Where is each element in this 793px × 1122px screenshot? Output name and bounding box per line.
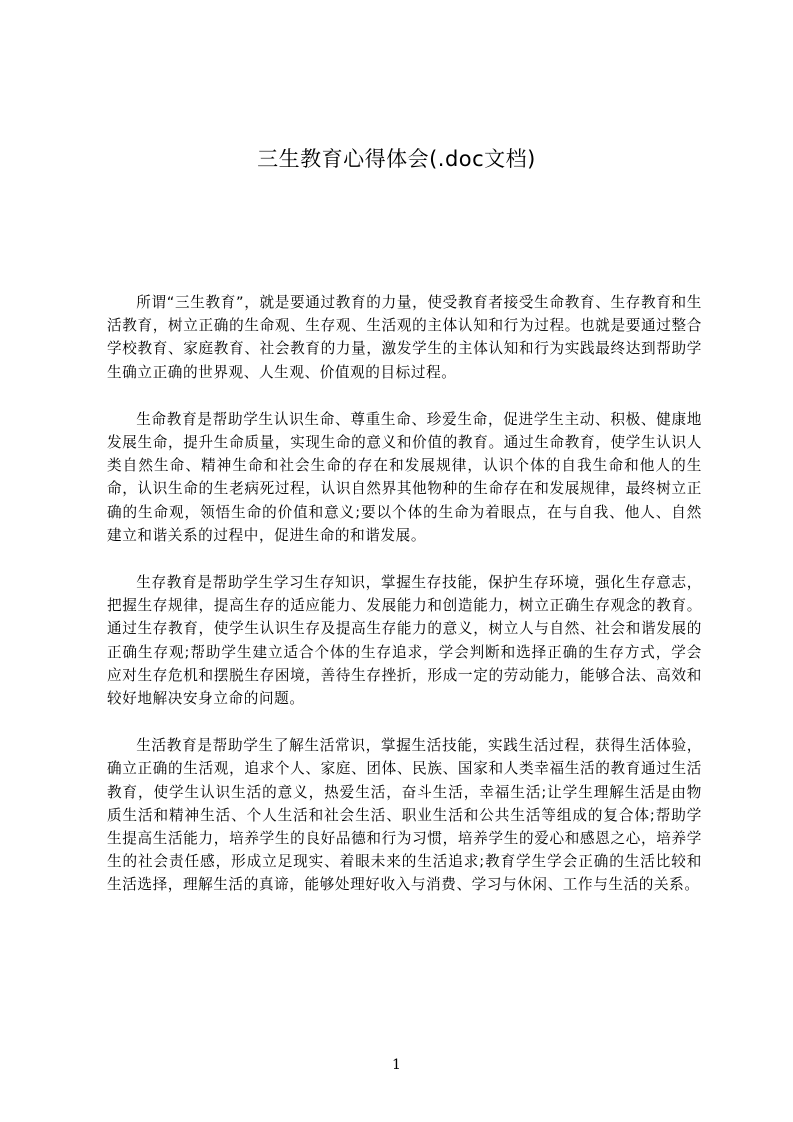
paragraph-life-education: 生命教育是帮助学生认识生命、尊重生命、珍爱生命，促进学生主动、积极、健康地发展生命，提升生命质量，实现生命的意义和价值的教育。通过生命教育，使学生认识人类自然生命、精神生命和社会生命的存在和发展规律，认识个体的自我生命和他人的生命，认识生命的生老病死过程，认识自然界其他物种的生命存在和发展规律，最终树立正确的生命观，领悟生命的价值和意义;要以个体的生命为着眼点，在与自我、他人、自然建立和谐关系的过程中，促进生命的和谐发展。	[107, 410, 702, 544]
paragraph-living-education: 生活教育是帮助学生了解生活常识，掌握生活技能，实践生活过程，获得生活体验，确立正确的生活观，追求个人、家庭、团体、民族、国家和人类幸福生活的教育通过生活教育，使学生认识生活的意义，热爱生活，奋斗生活，幸福生活;让学生理解生活是由物质生活和精神生活、个人生活和社会生活、职业生活和公共生活等组成的复合体;帮助学生提高生活能力，培养学生的良好品德和行为习惯，培养学生的爱心和感恩之心，培养学生的社会责任感，形成立足现实、着眼未来的生活追求;教育学生学会正确的生活比较和生活选择，理解生活的真谛，能够处理好收入与消费、学习与休闲、工作与生活的关系。	[107, 737, 702, 894]
paragraph-survival-education: 生存教育是帮助学生学习生存知识，掌握生存技能，保护生存环境，强化生存意志，把握生存规律，提高生存的适应能力、发展能力和创造能力，树立正确生存观念的教育。通过生存教育，使学生认识生存及提高生存能力的意义，树立人与自然、社会和谐发展的正确生存观;帮助学生建立适合个体的生存追求，学会判断和选择正确的生存方式，学会应对生存危机和摆脱生存困境，善待生存挫折，形成一定的劳动能力，能够合法、高效和较好地解决安身立命的问题。	[107, 574, 702, 708]
document-title: 三生教育心得体会(.doc文档)	[257, 147, 536, 171]
paragraph-intro: 所谓“三生教育”，就是要通过教育的力量，使受教育者接受生命教育、生存教育和生活教育，树立正确的生命观、生存观、生活观的主体认知和行为过程。也就是要通过整合学校教育、家庭教育、社会教育的力量，激发学生的主体认知和行为实践最终达到帮助学生确立正确的世界观、人生观、价值观的目标过程。	[107, 294, 702, 381]
page-number: 1	[392, 1057, 401, 1073]
document-body	[107, 291, 702, 921]
